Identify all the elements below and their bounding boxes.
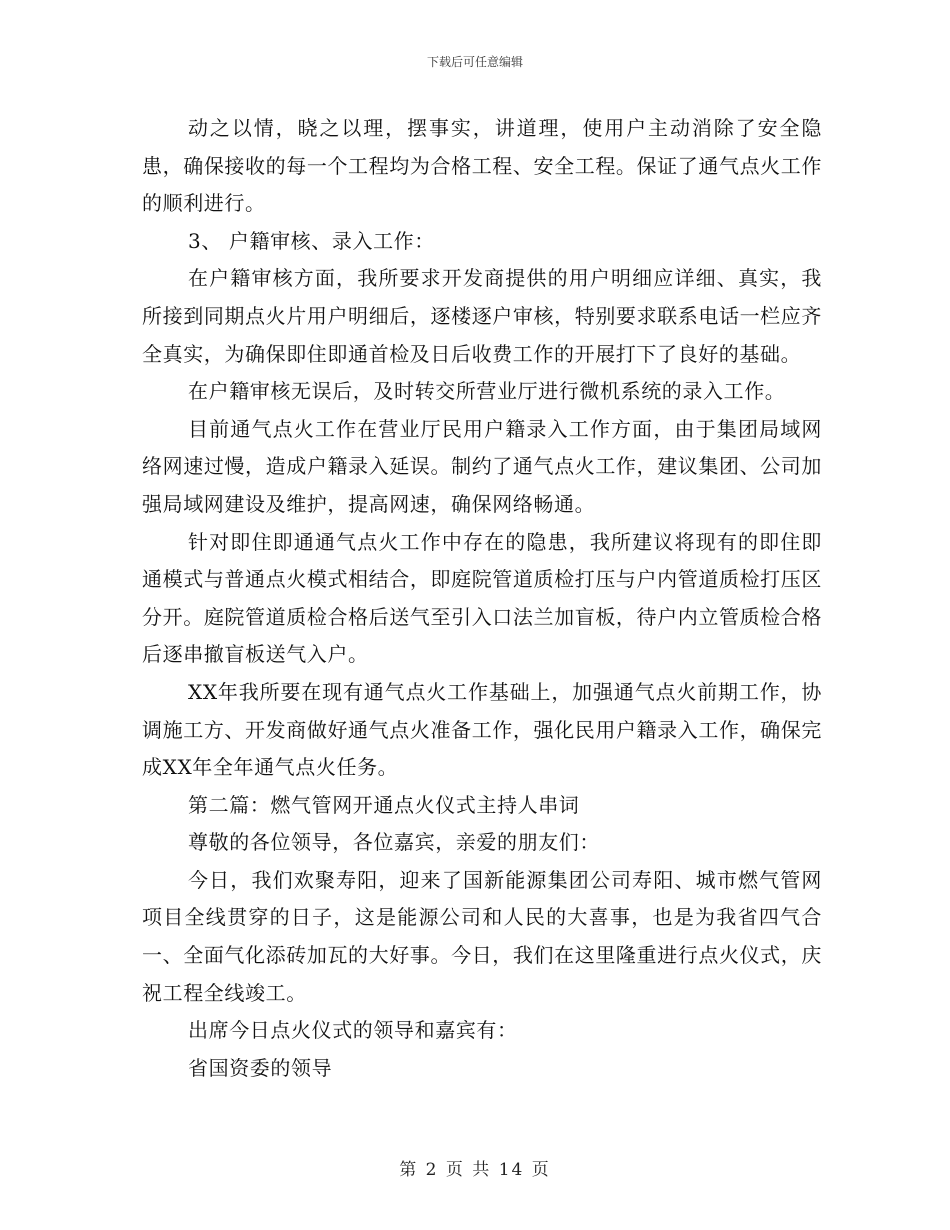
section-heading-part-two: 第二篇：燃气管网开通点火仪式主持人串词 [188,792,580,817]
paragraph-suggestion: 针对即住即通通气点火工作中存在的隐患，我所建议将现有的即住即通模式与普通点火模式相结合，即庭院管道质检打压与户内管道质检打压区分开。庭院管道质检合格后送气至引入口法兰加盲板，待户内立管质检合格后逐串撤盲板送气入户。 [142,529,822,667]
page-header: 下载后可任意编辑 [426,55,523,69]
paragraph-network-issue: 目前通气点火工作在营业厅民用户籍录入工作方面，由于集团局域网络网速过慢，造成户籍录入延误。制约了通气点火工作，建议集团、公司加强局域网建设及维护，提高网速，确保网络畅通。 [142,416,822,516]
document-body [142,110,822,1087]
paragraph-registration-review: 在户籍审核方面，我所要求开发商提供的用户明细应详细、真实，我所接到同期点火片用户明细后，逐楼逐户审核，特别要求联系电话一栏应齐全真实，为确保即住即通首检及日后收费工作的开展打下了良好的基础。 [142,266,822,366]
page-number-footer: 第 2 页 共 14 页 [399,1160,551,1180]
paragraph-registration-entry: 在户籍审核无误后，及时转交所营业厅进行微机系统的录入工作。 [188,379,786,404]
paragraph-continuation: 动之以情，晓之以理，摆事实，讲道理，使用户主动消除了安全隐患，确保接收的每一个工程均为合格工程、安全工程。保证了通气点火工作的顺利进行。 [142,116,822,216]
paragraph-opening-speech: 今日，我们欢聚寿阳，迎来了国新能源集团公司寿阳、城市燃气管网项目全线贯穿的日子，这是能源公司和人民的大喜事，也是为我省四气合一、全面气化添砖加瓦的大好事。今日，我们在这里隆重进行点火仪式，庆祝工程全线竣工。 [142,867,822,1005]
section-heading-household-registration: 3、 户籍审核、录入工作： [188,228,435,253]
paragraph-annual-plan: XX年我所要在现有通气点火工作基础上，加强通气点火前期工作，协调施工方、开发商做好通气点火准备工作，强化民用户籍录入工作，确保完成XX年全年通气点火任务。 [142,679,822,780]
paragraph-greeting: 尊敬的各位领导，各位嘉宾，亲爱的朋友们： [188,830,600,855]
paragraph-guest-item: 省国资委的领导 [188,1055,333,1080]
paragraph-guests-intro: 出席今日点火仪式的领导和嘉宾有： [188,1018,518,1043]
